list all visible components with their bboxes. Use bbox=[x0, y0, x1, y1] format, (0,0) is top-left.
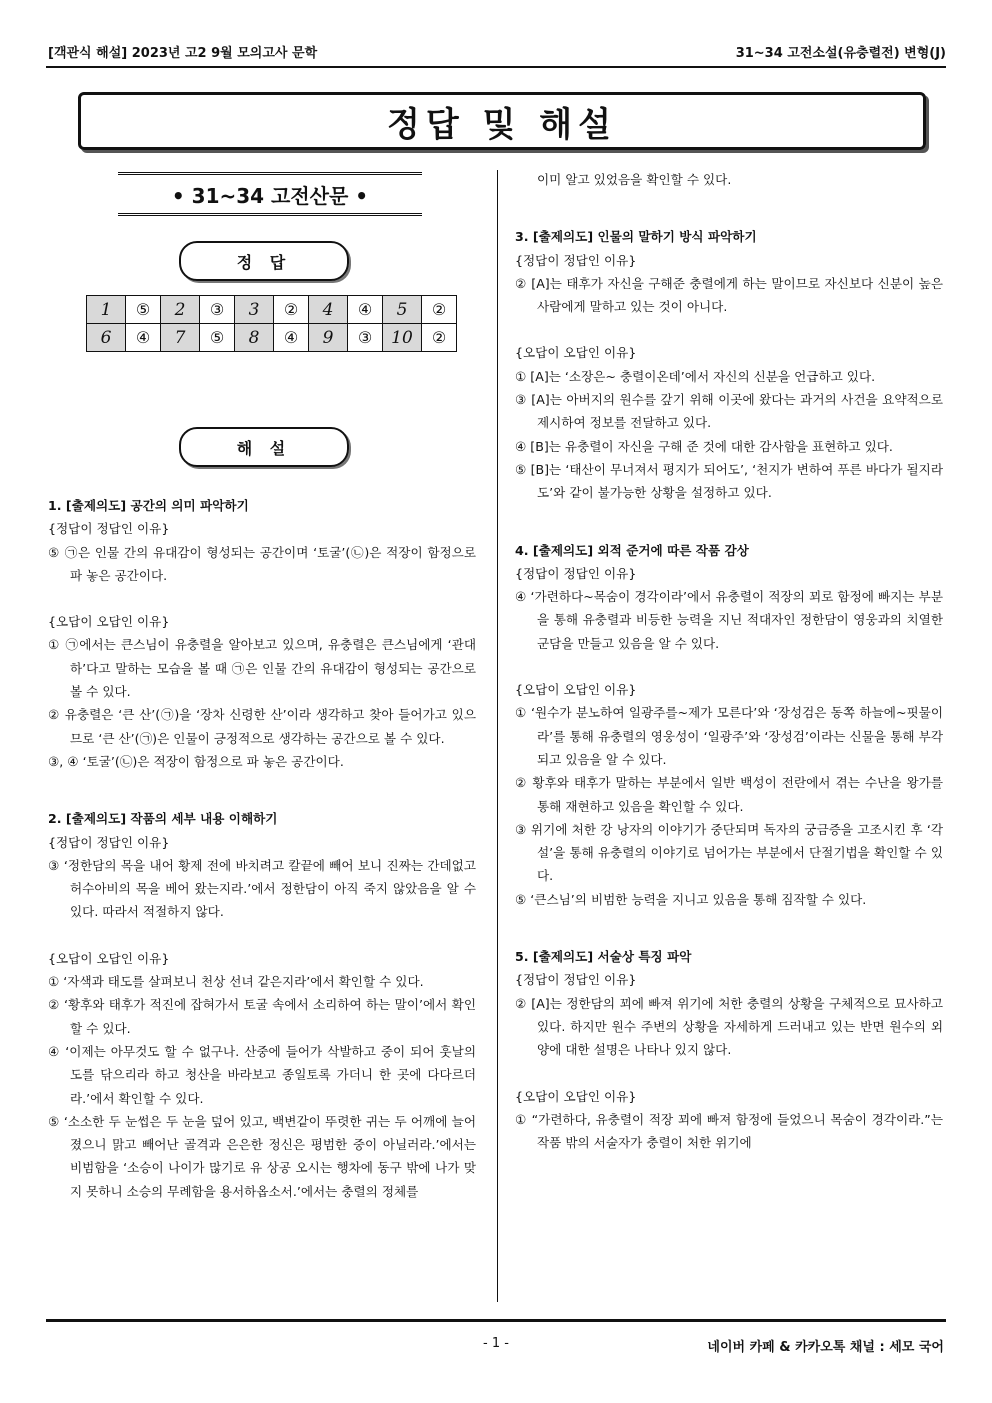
q3-correct-label: {정답이 정답인 이유} bbox=[515, 252, 637, 268]
q4-wrong-item: ⑤ ‘큰스님’의 비범한 능력을 지니고 있음을 통해 짐작할 수 있다. bbox=[515, 891, 867, 907]
question-2-heading: 2. [출제의도] 작품의 세부 내용 이해하기 bbox=[48, 811, 278, 827]
answer-number: 8 bbox=[235, 324, 274, 352]
q5-wrong-item: ① “가련하다, 유충렬이 적장 꾀에 빠져 함정에 들었으니 목숨이 경각이라.”는 작품 밖의 서술자가 충렬이 처한 위기에 bbox=[515, 1111, 943, 1151]
q3-wrong-item: ③ [A]는 아버지의 원수를 갚기 위해 이곳에 왔다는 과거의 사건을 요약적으로 제시하여 정보를 전달하고 있다. bbox=[515, 392, 943, 431]
answer-value: ⑤ bbox=[200, 324, 235, 352]
question-4-heading: 4. [출제의도] 외적 준거에 따른 작품 감상 bbox=[515, 542, 749, 558]
q1-wrong-item: ③, ④ ‘토굴’(㉡)은 적장이 함정으로 파 놓은 공간이다. bbox=[48, 753, 344, 769]
page-number: - 1 - bbox=[483, 1336, 509, 1351]
q5-wrong-label: {오답이 오답인 이유} bbox=[515, 1088, 637, 1104]
q1-wrong-item: ② 유충렬은 ‘큰 산’(㉠)을 ‘장차 신령한 산’이라 생각하고 찾아 들어가고 있으므로 ‘큰 산’(㉠)은 인물이 긍정적으로 생각하는 공간으로 볼 수 있다. bbox=[48, 707, 476, 746]
answer-number: 6 bbox=[87, 324, 126, 352]
q2-wrong-item: ④ ‘이제는 아무것도 할 수 없구나. 산중에 들어가 삭발하고 중이 되어 훗날의 도를 닦으리라 하고 청산을 바라보고 종일토록 가더니 한 곳에 다다르더라.’에서 확인할 수 있다. bbox=[48, 1043, 476, 1106]
explanation-label-pill: 해 설 bbox=[179, 427, 349, 467]
answer-label-pill: 정 답 bbox=[179, 241, 349, 281]
q2-wrong-item: ① ‘자색과 태도를 살펴보니 천상 선녀 같은지라’에서 확인할 수 있다. bbox=[48, 974, 424, 990]
q3-correct-text: ② [A]는 태후가 자신을 구해준 충렬에게 하는 말이므로 자신보다 신분이 높은 사람에게 말하고 있는 것이 아니다. bbox=[515, 275, 943, 315]
answer-value: ④ bbox=[274, 324, 309, 352]
answer-number: 3 bbox=[235, 296, 274, 324]
answer-value: ② bbox=[422, 324, 457, 352]
q3-wrong-item: ⑤ [B]는 ‘태산이 무너져서 평지가 되어도’, ‘천지가 변하여 푸른 바다가 될지라도’와 같이 불가능한 상황을 설정하고 있다. bbox=[515, 461, 943, 501]
answer-number: 2 bbox=[161, 296, 200, 324]
q5-correct-label: {정답이 정답인 이유} bbox=[515, 972, 637, 988]
title-box bbox=[78, 92, 926, 150]
answer-number: 1 bbox=[87, 296, 126, 324]
answer-value: ③ bbox=[348, 324, 383, 352]
answer-number: 10 bbox=[383, 324, 422, 352]
section-banner: • 31~34 고전산문 • bbox=[118, 172, 422, 216]
header-left-text: [객관식 해설] 2023년 고2 9월 모의고사 문학 bbox=[48, 46, 318, 61]
left-column bbox=[48, 494, 476, 1203]
answer-value: ⑤ bbox=[126, 296, 161, 324]
answer-row bbox=[87, 324, 457, 352]
q1-wrong-label: {오답이 오답인 이유} bbox=[48, 614, 170, 630]
answer-value: ③ bbox=[200, 296, 235, 324]
q3-wrong-item: ① [A]는 ‘소장은~ 충렬이온데’에서 자신의 신분을 언급하고 있다. bbox=[515, 368, 876, 384]
q4-wrong-item: ② 황후와 태후가 말하는 부분에서 일반 백성이 전란에서 겪는 수난을 왕가를 통해 재현하고 있음을 확인할 수 있다. bbox=[515, 775, 943, 814]
q4-wrong-label: {오답이 오답인 이유} bbox=[515, 682, 637, 698]
answer-table bbox=[86, 295, 457, 352]
answer-row bbox=[87, 296, 457, 324]
q4-wrong-item: ① ‘원수가 분노하여 일광주를~제가 모른다’와 ‘장성검은 동쪽 하늘에~핏물이라’를 통해 유충렬의 영웅성이 ‘일광주’와 ‘장성검’이라는 신물을 통해 부각되고 있음을 알 수 있다. bbox=[515, 705, 943, 767]
continued-text: 이미 알고 있었음을 확인할 수 있다. bbox=[537, 172, 732, 187]
q5-correct-text: ② [A]는 정한담의 꾀에 빠져 위기에 처한 충렬의 상황을 구체적으로 묘사하고 있다. 하지만 원수 주변의 상황을 자세하게 드러내고 있는 반면 원수의 외양에 대한 설명은 나타나 있지 않다. bbox=[515, 995, 943, 1058]
q1-correct-label: {정답이 정답인 이유} bbox=[48, 521, 170, 537]
answer-number: 5 bbox=[383, 296, 422, 324]
answer-value: ④ bbox=[348, 296, 383, 324]
question-3-heading: 3. [출제의도] 인물의 말하기 방식 파악하기 bbox=[515, 229, 757, 245]
answer-value: ④ bbox=[126, 324, 161, 352]
answer-number: 7 bbox=[161, 324, 200, 352]
page-title: 정답 및 해설 bbox=[387, 104, 617, 145]
q4-wrong-item: ③ 위기에 처한 강 낭자의 이야기가 중단되며 독자의 궁금증을 고조시킨 후 ‘각설’을 통해 유충렬의 이야기로 넘어가는 부분에서 단절기법을 확인할 수 있다. bbox=[515, 821, 943, 884]
q4-correct-text: ④ ‘가련하다~목숨이 경각이라’에서 유충렬이 적장의 꾀로 함정에 빠지는 부분을 통해 유충렬과 비등한 능력을 지닌 적대자인 정한담이 영웅과의 치열한 군담을 만들고 있음을 알 수 있다. bbox=[515, 589, 943, 651]
q4-correct-label: {정답이 정답인 이유} bbox=[515, 565, 637, 581]
header-divider bbox=[46, 66, 946, 68]
q2-correct-text: ③ ‘정한담의 목을 내어 황제 전에 바치려고 칼끝에 빼어 보니 진짜는 간데없고 허수아비의 목을 베어 왔는지라.’에서 정한담이 아직 죽지 않았음을 알 수 있다. 따라서 적절하지 않다. bbox=[48, 857, 476, 920]
question-1-heading: 1. [출제의도] 공간의 의미 파악하기 bbox=[48, 498, 249, 513]
answer-value: ② bbox=[422, 296, 457, 324]
q2-wrong-label: {오답이 오답인 이유} bbox=[48, 950, 170, 966]
q3-wrong-label: {오답이 오답인 이유} bbox=[515, 345, 637, 361]
footer-channel-text: 네이버 카페 & 카카오톡 채널 : 세모 국어 bbox=[707, 1340, 944, 1355]
answer-number: 4 bbox=[309, 296, 348, 324]
answer-number: 9 bbox=[309, 324, 348, 352]
q3-wrong-item: ④ [B]는 유충렬이 자신을 구해 준 것에 대한 감사함을 표현하고 있다. bbox=[515, 438, 893, 454]
q1-wrong-item: ① ㉠에서는 큰스님이 유충렬을 알아보고 있으며, 유충렬은 큰스님에게 ‘관대하’다고 말하는 모습을 볼 때 ㉠은 인물 간의 유대감이 형성되는 공간으로 볼 수 있다. bbox=[48, 637, 476, 700]
footer-divider bbox=[46, 1319, 946, 1322]
right-column bbox=[515, 168, 943, 1154]
q1-correct-text: ⑤ ㉠은 인물 간의 유대감이 형성되는 공간이며 ‘토굴’(㉡)은 적장이 함정으로 파 놓은 공간이다. bbox=[48, 544, 476, 583]
q2-wrong-item: ② ‘황후와 태후가 적진에 잡혀가서 토굴 속에서 소리하여 하는 말이’에서 확인할 수 있다. bbox=[48, 997, 476, 1036]
q2-correct-label: {정답이 정답인 이유} bbox=[48, 834, 170, 850]
column-divider bbox=[497, 170, 498, 1302]
q2-wrong-item: ⑤ ‘소소한 두 눈썹은 두 눈을 덮어 있고, 백변같이 뚜렷한 귀는 두 어깨에 늘어졌으니 맑고 빼어난 골격과 은은한 정신은 평범한 중이 아닐러라.’에서는 비범함을 ‘소승이 나이가 많기로 유 상공 오시는 행차에 동구 밖에 나가 맞지 못하니 소승의 무례함을 용서하옵소서.’에서는 충렬의 정체를 bbox=[48, 1113, 476, 1199]
header-right-text: 31~34 고전소설(유충렬전) 변형(J) bbox=[735, 46, 946, 61]
question-5-heading: 5. [출제의도] 서술상 특징 파악 bbox=[515, 949, 692, 965]
answer-value: ② bbox=[274, 296, 309, 324]
